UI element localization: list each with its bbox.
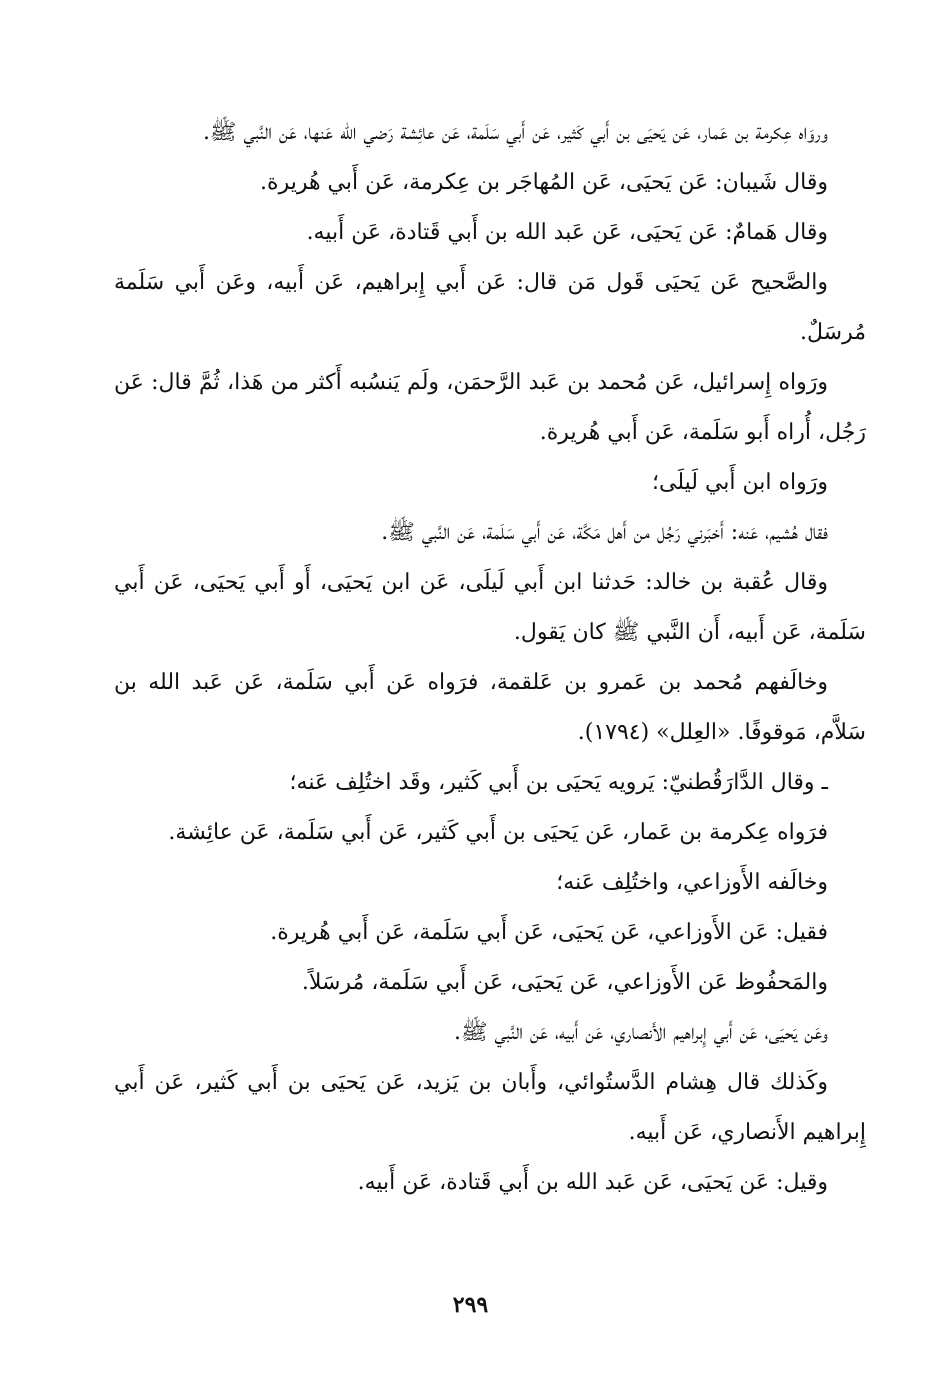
paragraph-10: ـ وقال الدَّارَقُطنيّ: يَرويه يَحيَى بن أَبي كَثير، وقَد اختُلِف عَنه؛ xyxy=(289,770,828,795)
paragraph-12: وخالَفه الأَوزاعي، واختُلِف عَنه؛ xyxy=(556,870,828,895)
paragraph-15: وعَن يَحيَى، عَن أَبي إِبراهيم الأَنصاري، عَن أَبيه، عَن النَّبي ﷺ. xyxy=(453,1020,828,1045)
paragraph-11: فرَواه عِكرمة بن عَمار، عَن يَحيَى بن أَبي كَثير، عَن أَبي سَلَمة، عَن عائِشة. xyxy=(168,820,828,845)
paragraph-9: وخالَفهم مُحمد بن عَمرو بن عَلقمة، فرَواه عَن أَبي سَلَمة، عَن عَبد الله بن سَلاَّم، مَوقوفًا. «العِلل» (١٧٩٤). xyxy=(114,670,866,745)
paragraph-8: وقال عُقبة بن خالد: حَدثنا ابن أَبي لَيلَى، عَن ابن يَحيَى، أَو أَبي يَحيَى، عَن أَبي سَلَمة، عَن أَبيه، أَن النَّبي ﷺ كان يَقول. xyxy=(114,570,866,645)
paragraph-7: فقال هُشيم، عَنه: أَخبَرني رَجُل من أَهل مَكَّة، عَن أَبي سَلَمة، عَن النَّبي ﷺ. xyxy=(381,520,828,545)
paragraph-5: ورَواه إِسرائيل، عَن مُحمد بن عَبد الرَّحمَن، ولَم يَنسُبه أَكثر من هَذا، ثُمَّ قال: عَن رَجُل، أُراه أَبو سَلَمة، عَن أَبي هُريرة. xyxy=(114,370,866,445)
paragraph-3: وقال هَمامٌ: عَن يَحيَى، عَن عَبد الله بن أَبي قَتادة، عَن أَبيه. xyxy=(306,220,828,245)
paragraph-4: والصَّحيح عَن يَحيَى قَول مَن قال: عَن أَبي إِبراهيم، عَن أَبيه، وعَن أَبي سَلَمة مُرسَلٌ. xyxy=(114,270,866,345)
paragraph-1: وروَاه عِكرمة بن عَمار، عَن يَحيَى بن أَبي كَثير، عَن أَبي سَلَمة، عَن عائِشة رَضي الله عَنها، عَن النَّبي ﷺ. xyxy=(202,120,828,145)
paragraph-13: فقيل: عَن الأَوزاعي، عَن يَحيَى، عَن أَبي سَلَمة، عَن أَبي هُريرة. xyxy=(270,920,828,945)
paragraph-6: ورَواه ابن أَبي لَيلَى؛ xyxy=(652,470,828,495)
page-number: ٢٩٩ xyxy=(452,1292,489,1318)
paragraph-14: والمَحفُوظ عَن الأَوزاعي، عَن يَحيَى، عَن أَبي سَلَمة، مُرسَلاً. xyxy=(301,970,828,995)
paragraph-17: وقيل: عَن يَحيَى، عَن عَبد الله بن أَبي قَتادة، عَن أَبيه. xyxy=(357,1170,828,1195)
paragraph-2: وقال شَيبان: عَن يَحيَى، عَن المُهاجَر بن عِكرمة، عَن أَبي هُريرة. xyxy=(260,170,828,195)
paragraph-16: وكَذلك قال هِشام الدَّستُوائي، وأَبان بن يَزيد، عَن يَحيَى بن أَبي كَثير، عَن أَبي إِبراهيم الأَنصاري، عَن أَبيه. xyxy=(114,1070,866,1145)
page-body-text xyxy=(114,108,866,1208)
